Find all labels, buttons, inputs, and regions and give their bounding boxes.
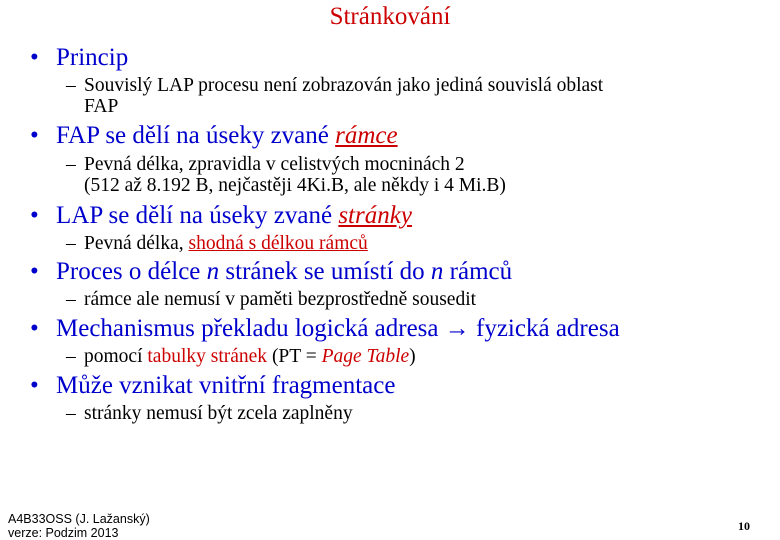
bullet-fap-frames: • FAP se dělí na úseky zvané rámce: [30, 122, 398, 149]
sub-bullet-page-size: – Pevná délka, shodná s délkou rámců: [66, 233, 368, 254]
sub-bullet-frame-size: – Pevná délka, zpravidla v celistvých mocninách 2 (512 až 8.192 B, nejčastěji 4Ki.B, ale někdy i 4 Mi.B): [66, 154, 506, 196]
bullet-translation: • Mechanismus překladu logická adresa → fyzická adresa: [30, 315, 620, 342]
sub-bullet-lap-not-contiguous: – Souvislý LAP procesu není zobrazován jako jediná souvislá oblast FAP: [66, 75, 604, 117]
bullet-dot: •: [30, 44, 39, 71]
term-frames: rámce: [335, 122, 398, 149]
footer-course: A4B33OSS (J. Lažanský): [8, 512, 150, 526]
bullet-process-pages: • Proces o délce n stránek se umístí do n rámců: [30, 258, 513, 285]
term-same-size: shodná s délkou rámců: [188, 233, 368, 254]
term-pages: stránky: [338, 202, 412, 229]
sub-bullet-page-table: – pomocí tabulky stránek (PT = Page Table): [66, 346, 416, 367]
bullet-lap-pages: • LAP se dělí na úseky zvané stránky: [30, 202, 412, 229]
term-page-table: tabulky stránek: [147, 346, 268, 367]
page-number: 10: [738, 519, 750, 533]
bullet-fragmentation: • Může vznikat vnitřní fragmentace: [30, 372, 396, 399]
sub-bullet-not-full: – stránky nemusí být zcela zaplněny: [66, 403, 353, 424]
footer-version: verze: Podzim 2013: [8, 526, 119, 540]
footer: [8, 512, 150, 540]
sub-bullet-non-adjacent: – rámce ale nemusí v paměti bezprostředně sousedit: [66, 289, 477, 310]
bullet-principle: • Princip: [30, 44, 129, 71]
slide-title: Stránkování: [329, 3, 451, 30]
